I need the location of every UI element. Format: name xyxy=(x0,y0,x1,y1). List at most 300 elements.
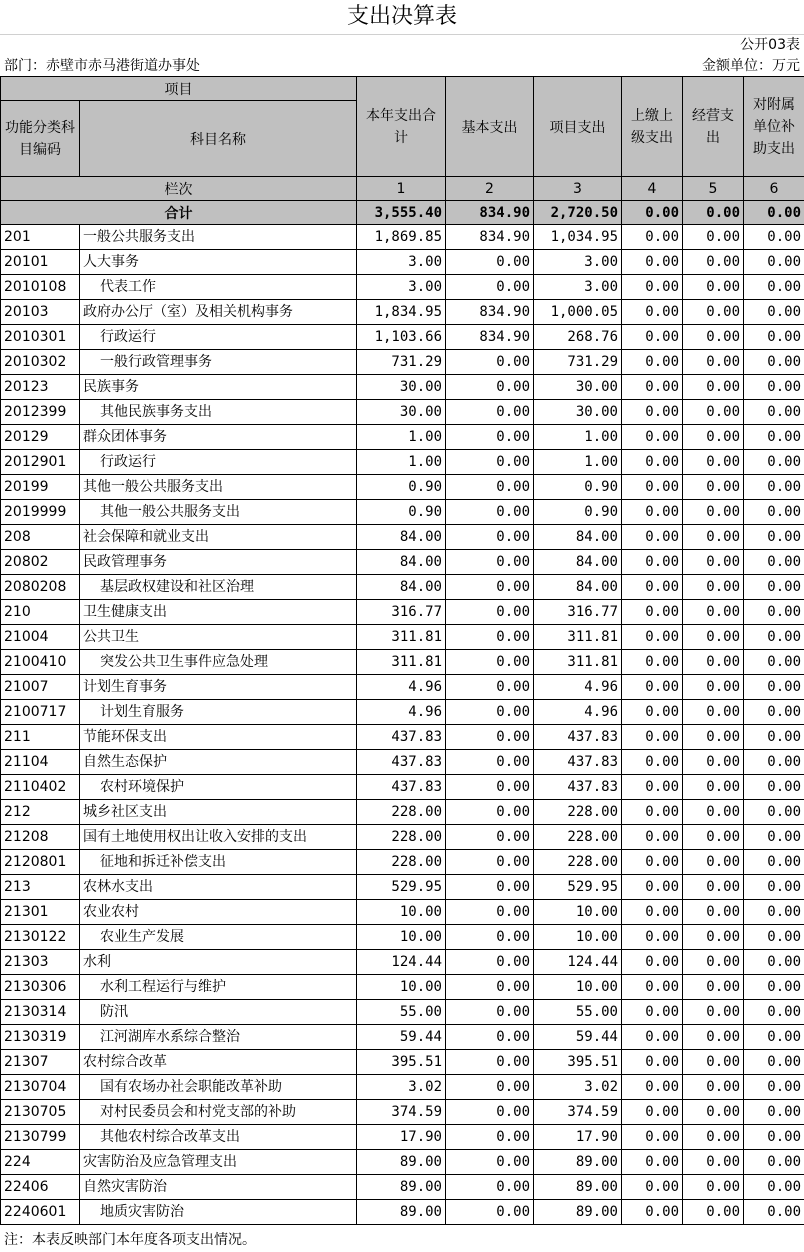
row-value: 0.00 xyxy=(744,250,804,275)
row-value: 0.00 xyxy=(622,1150,683,1175)
row-code: 2130319 xyxy=(1,1025,80,1050)
row-code: 2010302 xyxy=(1,350,80,375)
row-code: 2130704 xyxy=(1,1075,80,1100)
table-row xyxy=(1,1025,804,1050)
row-value: 529.95 xyxy=(534,875,622,900)
row-value: 0.00 xyxy=(744,550,804,575)
table-row xyxy=(1,1150,804,1175)
row-value: 84.00 xyxy=(357,525,446,550)
row-code: 2120801 xyxy=(1,850,80,875)
row-code: 20129 xyxy=(1,425,80,450)
row-name: 民族事务 xyxy=(80,375,357,400)
row-name: 节能环保支出 xyxy=(80,725,357,750)
row-value: 0.00 xyxy=(744,925,804,950)
row-value: 0.00 xyxy=(446,650,534,675)
row-value: 0.00 xyxy=(744,900,804,925)
row-value: 0.00 xyxy=(683,525,744,550)
row-value: 0.00 xyxy=(744,325,804,350)
row-value: 1.00 xyxy=(357,425,446,450)
row-name: 征地和拆迁补偿支出 xyxy=(80,850,357,875)
row-value: 4.96 xyxy=(534,675,622,700)
row-value: 0.00 xyxy=(446,1200,534,1225)
row-value: 228.00 xyxy=(534,850,622,875)
row-value: 437.83 xyxy=(534,725,622,750)
row-value: 0.00 xyxy=(622,525,683,550)
row-value: 55.00 xyxy=(357,1000,446,1025)
row-value: 0.00 xyxy=(744,975,804,1000)
row-value: 0.00 xyxy=(683,375,744,400)
row-value: 89.00 xyxy=(357,1150,446,1175)
row-value: 0.00 xyxy=(683,500,744,525)
row-value: 0.00 xyxy=(446,950,534,975)
row-value: 0.00 xyxy=(683,875,744,900)
row-value: 311.81 xyxy=(357,625,446,650)
table-row xyxy=(1,475,804,500)
row-value: 4.96 xyxy=(534,700,622,725)
row-value: 0.00 xyxy=(744,450,804,475)
table-note: 注：本表反映部门本年度各项支出情况。 xyxy=(4,1232,256,1248)
row-value: 0.00 xyxy=(683,250,744,275)
row-code: 224 xyxy=(1,1150,80,1175)
table-row xyxy=(1,650,804,675)
row-name: 卫生健康支出 xyxy=(80,600,357,625)
table-row xyxy=(1,375,804,400)
total-value: 2,720.50 xyxy=(534,201,622,225)
row-value: 228.00 xyxy=(357,825,446,850)
total-label: 合计 xyxy=(1,201,357,225)
row-value: 3.00 xyxy=(357,275,446,300)
row-value: 0.00 xyxy=(622,375,683,400)
row-value: 0.00 xyxy=(446,925,534,950)
table-row xyxy=(1,700,804,725)
header-business: 经营支出 xyxy=(683,77,744,177)
table-row xyxy=(1,975,804,1000)
department-label: 部门：赤壁市赤马港街道办事处 xyxy=(4,58,200,74)
table-row xyxy=(1,1000,804,1025)
total-value: 834.90 xyxy=(446,201,534,225)
row-value: 0.00 xyxy=(683,275,744,300)
row-value: 10.00 xyxy=(357,900,446,925)
row-value: 0.00 xyxy=(744,1100,804,1125)
row-value: 0.00 xyxy=(446,250,534,275)
row-value: 17.90 xyxy=(357,1125,446,1150)
row-value: 0.00 xyxy=(683,700,744,725)
row-value: 0.00 xyxy=(446,675,534,700)
row-value: 0.00 xyxy=(744,475,804,500)
row-code: 21104 xyxy=(1,750,80,775)
row-value: 0.00 xyxy=(744,525,804,550)
row-name: 国有农场办社会职能改革补助 xyxy=(80,1075,357,1100)
table-row xyxy=(1,350,804,375)
row-value: 0.00 xyxy=(744,1025,804,1050)
row-value: 0.00 xyxy=(744,700,804,725)
row-value: 0.00 xyxy=(622,925,683,950)
row-value: 4.96 xyxy=(357,675,446,700)
row-value: 0.00 xyxy=(622,1000,683,1025)
row-value: 0.00 xyxy=(744,600,804,625)
row-name: 公共卫生 xyxy=(80,625,357,650)
row-value: 529.95 xyxy=(357,875,446,900)
row-value: 0.00 xyxy=(622,325,683,350)
row-name: 地质灾害防治 xyxy=(80,1200,357,1225)
table-row xyxy=(1,1100,804,1125)
row-value: 374.59 xyxy=(357,1100,446,1125)
table-row xyxy=(1,850,804,875)
row-value: 0.00 xyxy=(622,850,683,875)
row-value: 3.02 xyxy=(357,1075,446,1100)
row-value: 0.90 xyxy=(534,500,622,525)
row-value: 834.90 xyxy=(446,225,534,250)
table-row xyxy=(1,550,804,575)
header-code: 功能分类科目编码 xyxy=(1,101,80,177)
table-row xyxy=(1,750,804,775)
row-code: 2130306 xyxy=(1,975,80,1000)
row-value: 0.00 xyxy=(683,1175,744,1200)
row-value: 0.00 xyxy=(446,400,534,425)
row-value: 0.00 xyxy=(622,975,683,1000)
row-value: 0.00 xyxy=(744,575,804,600)
header-project: 项目支出 xyxy=(534,77,622,177)
row-code: 21004 xyxy=(1,625,80,650)
row-value: 311.81 xyxy=(534,650,622,675)
header-basic: 基本支出 xyxy=(446,77,534,177)
row-value: 0.00 xyxy=(446,775,534,800)
row-value: 0.00 xyxy=(683,325,744,350)
row-name: 民政管理事务 xyxy=(80,550,357,575)
row-name: 农村综合改革 xyxy=(80,1050,357,1075)
row-value: 228.00 xyxy=(534,825,622,850)
row-value: 0.00 xyxy=(446,625,534,650)
row-name: 防汛 xyxy=(80,1000,357,1025)
row-code: 2100717 xyxy=(1,700,80,725)
row-value: 10.00 xyxy=(534,925,622,950)
row-name: 基层政权建设和社区治理 xyxy=(80,575,357,600)
row-value: 0.00 xyxy=(744,400,804,425)
sheet-number: 公开03表 xyxy=(740,37,800,53)
row-value: 437.83 xyxy=(534,775,622,800)
row-value: 0.00 xyxy=(744,1150,804,1175)
row-value: 0.90 xyxy=(357,475,446,500)
row-name: 社会保障和就业支出 xyxy=(80,525,357,550)
column-number-label: 栏次 xyxy=(1,177,357,201)
table-row xyxy=(1,675,804,700)
row-value: 1,000.05 xyxy=(534,300,622,325)
row-value: 0.00 xyxy=(446,600,534,625)
table-row xyxy=(1,525,804,550)
row-value: 89.00 xyxy=(534,1200,622,1225)
total-value: 3,555.40 xyxy=(357,201,446,225)
table-row xyxy=(1,1200,804,1225)
row-value: 4.96 xyxy=(357,700,446,725)
row-value: 0.00 xyxy=(683,975,744,1000)
table-row xyxy=(1,300,804,325)
row-value: 0.00 xyxy=(446,1075,534,1100)
row-code: 21007 xyxy=(1,675,80,700)
unit-label: 金额单位：万元 xyxy=(702,58,800,74)
row-value: 0.00 xyxy=(446,1025,534,1050)
row-name: 江河湖库水系综合整治 xyxy=(80,1025,357,1050)
row-value: 0.00 xyxy=(622,425,683,450)
row-value: 0.00 xyxy=(446,750,534,775)
table-row xyxy=(1,1125,804,1150)
table-row xyxy=(1,1050,804,1075)
row-code: 2130799 xyxy=(1,1125,80,1150)
row-value: 0.00 xyxy=(744,1200,804,1225)
row-value: 0.00 xyxy=(683,775,744,800)
row-value: 0.00 xyxy=(622,1050,683,1075)
row-value: 0.00 xyxy=(622,1075,683,1100)
row-value: 0.00 xyxy=(683,800,744,825)
row-value: 0.00 xyxy=(683,575,744,600)
row-value: 0.00 xyxy=(446,1000,534,1025)
row-value: 0.00 xyxy=(683,1150,744,1175)
row-code: 2100410 xyxy=(1,650,80,675)
table-row xyxy=(1,325,804,350)
row-value: 0.00 xyxy=(622,475,683,500)
row-code: 213 xyxy=(1,875,80,900)
row-code: 2012901 xyxy=(1,450,80,475)
row-value: 0.00 xyxy=(446,800,534,825)
row-code: 20103 xyxy=(1,300,80,325)
row-value: 374.59 xyxy=(534,1100,622,1125)
total-value: 0.00 xyxy=(683,201,744,225)
row-value: 0.00 xyxy=(683,1200,744,1225)
row-value: 0.00 xyxy=(744,825,804,850)
row-value: 0.00 xyxy=(683,1025,744,1050)
row-value: 0.00 xyxy=(744,375,804,400)
row-name: 一般公共服务支出 xyxy=(80,225,357,250)
row-value: 0.00 xyxy=(744,1125,804,1150)
row-name: 突发公共卫生事件应急处理 xyxy=(80,650,357,675)
row-name: 水利工程运行与维护 xyxy=(80,975,357,1000)
row-value: 0.00 xyxy=(446,425,534,450)
row-name: 水利 xyxy=(80,950,357,975)
row-name: 对村民委员会和村党支部的补助 xyxy=(80,1100,357,1125)
column-number: 5 xyxy=(683,177,744,201)
row-value: 228.00 xyxy=(357,850,446,875)
row-value: 437.83 xyxy=(357,750,446,775)
row-value: 0.00 xyxy=(622,600,683,625)
row-value: 0.00 xyxy=(683,475,744,500)
row-value: 0.00 xyxy=(744,1050,804,1075)
row-name: 政府办公厅（室）及相关机构事务 xyxy=(80,300,357,325)
row-value: 0.00 xyxy=(683,675,744,700)
row-code: 2010108 xyxy=(1,275,80,300)
header-upper: 上缴上级支出 xyxy=(622,77,683,177)
row-value: 0.00 xyxy=(683,300,744,325)
row-value: 0.00 xyxy=(622,400,683,425)
row-value: 0.00 xyxy=(622,825,683,850)
row-name: 农业农村 xyxy=(80,900,357,925)
row-value: 0.00 xyxy=(744,300,804,325)
row-value: 834.90 xyxy=(446,300,534,325)
row-value: 0.00 xyxy=(622,1175,683,1200)
row-name: 农村环境保护 xyxy=(80,775,357,800)
table-row xyxy=(1,875,804,900)
row-value: 316.77 xyxy=(357,600,446,625)
row-value: 0.00 xyxy=(683,925,744,950)
row-code: 22406 xyxy=(1,1175,80,1200)
total-value: 0.00 xyxy=(622,201,683,225)
row-code: 2010301 xyxy=(1,325,80,350)
row-value: 1,834.95 xyxy=(357,300,446,325)
row-value: 0.00 xyxy=(446,725,534,750)
row-value: 228.00 xyxy=(534,800,622,825)
row-value: 0.00 xyxy=(744,750,804,775)
row-code: 20199 xyxy=(1,475,80,500)
row-value: 0.00 xyxy=(744,275,804,300)
row-code: 212 xyxy=(1,800,80,825)
row-value: 731.29 xyxy=(534,350,622,375)
row-value: 3.00 xyxy=(534,250,622,275)
row-name: 行政运行 xyxy=(80,450,357,475)
row-value: 0.00 xyxy=(683,1075,744,1100)
header-item: 项目 xyxy=(1,77,357,101)
row-value: 89.00 xyxy=(534,1150,622,1175)
row-name: 人大事务 xyxy=(80,250,357,275)
row-value: 1,034.95 xyxy=(534,225,622,250)
row-name: 自然灾害防治 xyxy=(80,1175,357,1200)
row-value: 59.44 xyxy=(357,1025,446,1050)
table-row xyxy=(1,450,804,475)
row-code: 20123 xyxy=(1,375,80,400)
row-value: 0.00 xyxy=(622,650,683,675)
row-value: 0.00 xyxy=(683,625,744,650)
row-value: 268.76 xyxy=(534,325,622,350)
row-value: 0.00 xyxy=(683,950,744,975)
row-value: 0.00 xyxy=(622,700,683,725)
row-code: 21307 xyxy=(1,1050,80,1075)
row-value: 84.00 xyxy=(534,550,622,575)
row-value: 228.00 xyxy=(357,800,446,825)
row-name: 其他一般公共服务支出 xyxy=(80,500,357,525)
table-row xyxy=(1,625,804,650)
row-value: 0.00 xyxy=(446,975,534,1000)
row-value: 30.00 xyxy=(357,400,446,425)
row-value: 55.00 xyxy=(534,1000,622,1025)
row-name: 其他一般公共服务支出 xyxy=(80,475,357,500)
row-value: 0.00 xyxy=(622,1100,683,1125)
row-value: 0.00 xyxy=(622,500,683,525)
row-value: 59.44 xyxy=(534,1025,622,1050)
row-value: 0.00 xyxy=(744,625,804,650)
row-value: 0.00 xyxy=(683,1125,744,1150)
row-value: 0.00 xyxy=(446,1150,534,1175)
row-value: 0.00 xyxy=(446,875,534,900)
row-value: 0.00 xyxy=(446,1125,534,1150)
row-value: 10.00 xyxy=(357,975,446,1000)
row-value: 0.00 xyxy=(446,525,534,550)
row-name: 城乡社区支出 xyxy=(80,800,357,825)
row-value: 0.00 xyxy=(683,750,744,775)
row-value: 311.81 xyxy=(357,650,446,675)
row-value: 0.00 xyxy=(622,675,683,700)
row-value: 0.00 xyxy=(744,500,804,525)
row-value: 0.90 xyxy=(534,475,622,500)
row-code: 2019999 xyxy=(1,500,80,525)
row-value: 84.00 xyxy=(534,575,622,600)
row-code: 201 xyxy=(1,225,80,250)
page-title: 支出决算表 xyxy=(0,0,804,35)
row-code: 21303 xyxy=(1,950,80,975)
row-value: 0.00 xyxy=(683,225,744,250)
row-name: 代表工作 xyxy=(80,275,357,300)
row-value: 0.00 xyxy=(683,825,744,850)
row-value: 0.00 xyxy=(446,1050,534,1075)
row-name: 群众团体事务 xyxy=(80,425,357,450)
row-value: 3.02 xyxy=(534,1075,622,1100)
row-value: 0.00 xyxy=(622,250,683,275)
row-name: 计划生育事务 xyxy=(80,675,357,700)
row-value: 0.00 xyxy=(683,450,744,475)
row-value: 30.00 xyxy=(357,375,446,400)
header-total: 本年支出合计 xyxy=(357,77,446,177)
row-value: 17.90 xyxy=(534,1125,622,1150)
row-code: 2240601 xyxy=(1,1200,80,1225)
row-value: 437.83 xyxy=(357,725,446,750)
row-value: 0.00 xyxy=(683,400,744,425)
row-code: 2012399 xyxy=(1,400,80,425)
column-number: 3 xyxy=(534,177,622,201)
row-value: 0.00 xyxy=(622,900,683,925)
row-value: 0.00 xyxy=(446,900,534,925)
row-value: 0.00 xyxy=(744,1000,804,1025)
row-value: 1.00 xyxy=(357,450,446,475)
row-name: 其他农村综合改革支出 xyxy=(80,1125,357,1150)
row-name: 一般行政管理事务 xyxy=(80,350,357,375)
row-value: 0.00 xyxy=(744,1175,804,1200)
table-row xyxy=(1,275,804,300)
table-row xyxy=(1,250,804,275)
table-row xyxy=(1,1175,804,1200)
row-value: 0.00 xyxy=(622,575,683,600)
row-name: 行政运行 xyxy=(80,325,357,350)
table-row xyxy=(1,725,804,750)
row-value: 0.90 xyxy=(357,500,446,525)
row-value: 0.00 xyxy=(744,350,804,375)
row-value: 0.00 xyxy=(622,450,683,475)
row-value: 0.00 xyxy=(744,650,804,675)
row-name: 农林水支出 xyxy=(80,875,357,900)
row-value: 0.00 xyxy=(744,225,804,250)
row-value: 834.90 xyxy=(446,325,534,350)
header-name: 科目名称 xyxy=(80,101,357,177)
row-value: 0.00 xyxy=(683,900,744,925)
row-name: 计划生育服务 xyxy=(80,700,357,725)
expenditure-table xyxy=(0,76,804,1225)
row-value: 437.83 xyxy=(357,775,446,800)
row-value: 0.00 xyxy=(446,700,534,725)
total-value: 0.00 xyxy=(744,201,804,225)
row-value: 0.00 xyxy=(622,750,683,775)
row-code: 2130314 xyxy=(1,1000,80,1025)
row-name: 其他民族事务支出 xyxy=(80,400,357,425)
row-value: 0.00 xyxy=(683,550,744,575)
row-value: 30.00 xyxy=(534,400,622,425)
row-value: 0.00 xyxy=(683,850,744,875)
row-value: 0.00 xyxy=(744,425,804,450)
row-code: 210 xyxy=(1,600,80,625)
row-value: 0.00 xyxy=(622,1125,683,1150)
row-code: 2130705 xyxy=(1,1100,80,1125)
row-value: 0.00 xyxy=(446,375,534,400)
row-value: 0.00 xyxy=(446,1100,534,1125)
row-value: 0.00 xyxy=(622,625,683,650)
table-row xyxy=(1,500,804,525)
header-subsidy: 对附属单位补助支出 xyxy=(744,77,804,177)
row-value: 0.00 xyxy=(683,425,744,450)
table-row xyxy=(1,900,804,925)
